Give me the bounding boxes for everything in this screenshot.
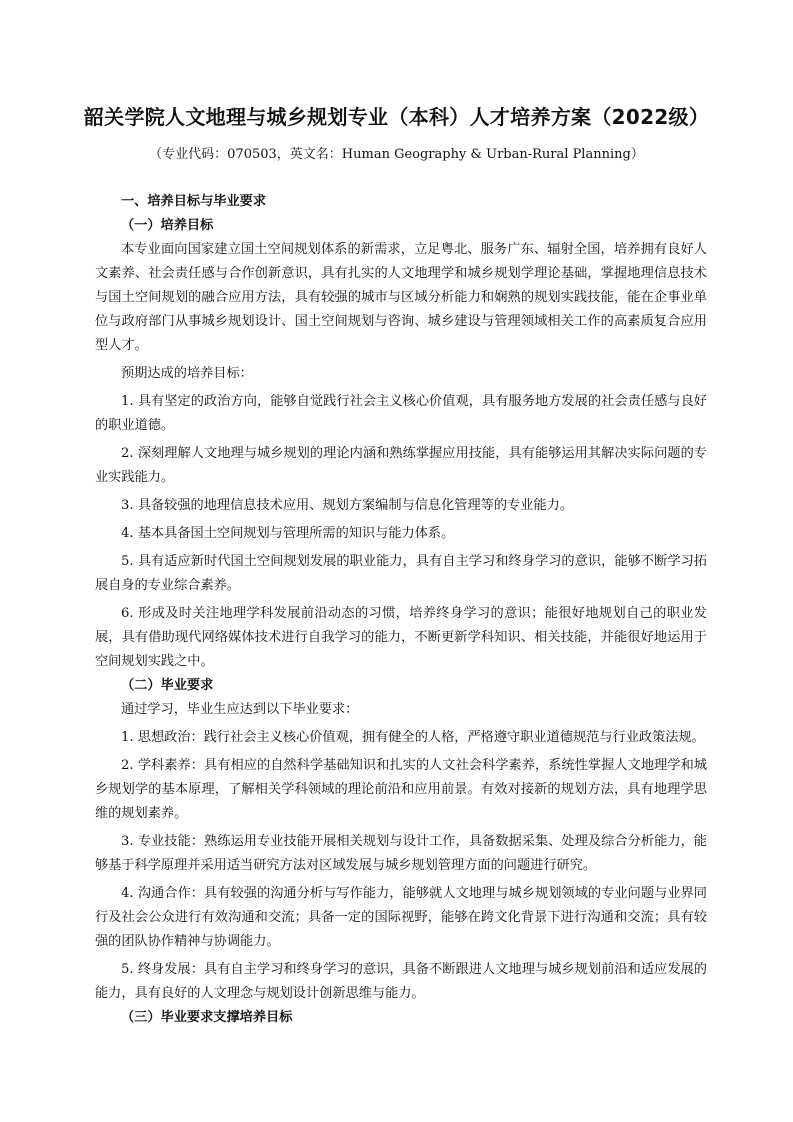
requirement-item: 1. 思想政治：践行社会主义核心价值观，拥有健全的人格，严格遵守职业道德规范与行业政策法规。 <box>121 730 705 745</box>
subsection-heading-support: （三）毕业要求支撑培养目标 <box>121 1010 293 1025</box>
expected-objectives-label: 预期达成的培养目标： <box>121 366 253 381</box>
requirement-item: 3. 专业技能：熟练运用专业技能开展相关规划与设计工作，具备数据采集、处理及综合分析能力，能够基于科学原理并采用适当研究方法对区域发展与城乡规划管理方面的问题进行研究。 <box>95 834 707 873</box>
document-title: 韶关学院人文地理与城乡规划专业（本科）人才培养方案（2022级） <box>83 105 710 129</box>
objective-item: 3. 具备较强的地理信息技术应用、规划方案编制与信息化管理等的专业能力。 <box>121 498 573 513</box>
objective-item: 4. 基本具备国土空间规划与管理所需的知识与能力体系。 <box>121 526 455 541</box>
subsection-heading-requirements: （二）毕业要求 <box>121 678 214 693</box>
objective-item: 6. 形成及时关注地理学科发展前沿动态的习惯，培养终身学习的意识；能很好地规划自己的职业发展，具有借助现代网络媒体技术进行自我学习的能力，不断更新学科知识、相关技能，并能很好地运用于空间规划实践之中。 <box>95 606 707 669</box>
requirement-item: 5. 终身发展：具有自主学习和终身学习的意识，具备不断跟进人文地理与城乡规划前沿和适应发展的能力，具有良好的人文理念与规划设计创新思维与能力。 <box>95 962 707 1001</box>
requirement-item: 4. 沟通合作：具有较强的沟通分析与写作能力，能够就人文地理与城乡规划领域的专业问题与业界同行及社会公众进行有效沟通和交流；具备一定的国际视野，能够在跨文化背景下进行沟通和交流；具有较强的团队协作精神与协调能力。 <box>95 886 707 949</box>
section-heading: 一、培养目标与毕业要求 <box>121 194 267 209</box>
objective-item: 1. 具有坚定的政治方向，能够自觉践行社会主义核心价值观，具有服务地方发展的社会责任感与良好的职业道德。 <box>95 394 707 433</box>
objective-item: 5. 具有适应新时代国土空间规划发展的职业能力，具有自主学习和终身学习的意识，能够不断学习拓展自身的专业综合素养。 <box>95 554 707 593</box>
subsection-heading-objectives: （一）培养目标 <box>121 218 214 233</box>
requirements-intro: 通过学习，毕业生应达到以下毕业要求： <box>121 702 359 717</box>
objective-item: 2. 深刻理解人文地理与城乡规划的理论内涵和熟练掌握应用技能，具有能够运用其解决实际问题的专业实践能力。 <box>95 446 707 485</box>
document-body <box>95 190 707 1030</box>
document-subtitle: （专业代码：070503，英文名：Human Geography & Urban-Rural Planning） <box>149 147 644 162</box>
requirement-item: 2. 学科素养：具有相应的自然科学基础知识和扎实的人文社会科学素养，系统性掌握人文地理学和城乡规划学的基本原理，了解相关学科领域的理论前沿和应用前景。有效对接新的规划方法，具有地理学思维的规划素养。 <box>95 758 707 821</box>
objectives-paragraph: 本专业面向国家建立国土空间规划体系的新需求，立足粤北、服务广东、辐射全国，培养拥有良好人文素养、社会责任感与合作创新意识，具有扎实的人文地理学和城乡规划学理论基础，掌握地理信息技术与国土空间规划的融合应用方法，具有较强的城市与区域分析能力和娴熟的规划实践技能，能在企事业单位与政府部门从事城乡规划设计、国土空间规划与咨询、城乡建设与管理领域相关工作的高素质复合应用型人才。 <box>95 242 707 353</box>
